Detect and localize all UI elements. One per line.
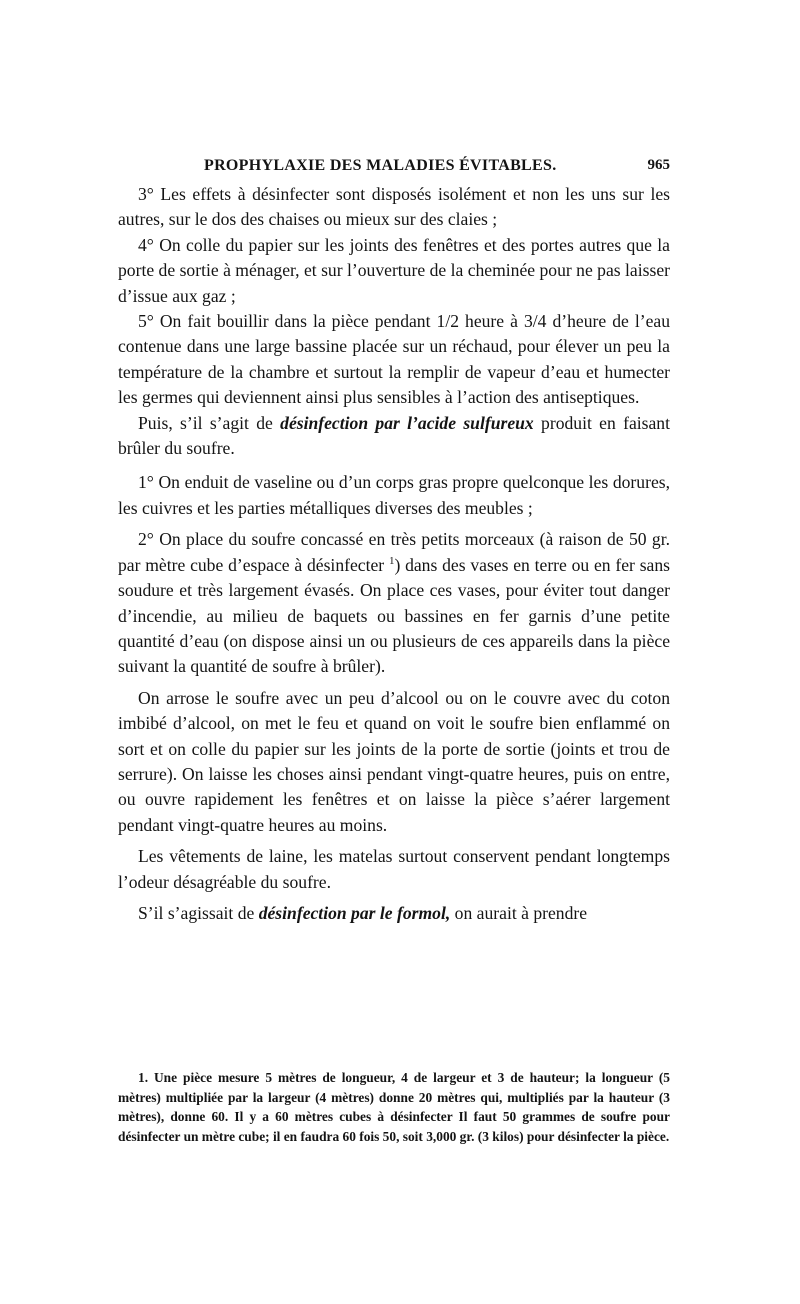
footnote-ref: 1 bbox=[388, 554, 395, 567]
paragraph-step-3: 3° Les effets à désinfecter sont disposés isolément et non les uns sur les autres, sur le dos des chaises ou mieux sur des claies ; bbox=[118, 184, 670, 230]
text-run: produit en faisant brûler du soufre. bbox=[118, 412, 670, 459]
footnote-text: 1. Une pièce mesure 5 mètres de longueur, 4 de largeur et 3 de hauteur; la longueur (5 mètres) multipliée par la largeur (4 mètres) donne 20 mètres qui, multipliés par la hauteur (3 mètres), donne 60. Il y a 60 mètres cubes à désinfecter Il faut 50 grammes de soufre pour désinfecter un mètre cube; il en faudra 60 fois 50, soit 3,000 gr. (3 kilos) pour désinfecter la pièce. bbox=[118, 1070, 670, 1145]
text-run: Puis, s’il s’agit de bbox=[138, 412, 281, 433]
paragraph-sulfur-step-1: 1° On enduit de vaseline ou d’un corps gras propre quelconque les dorures, les cuivres et les parties métalliques diverses des meubles ; bbox=[118, 472, 670, 518]
footnote bbox=[118, 1068, 670, 1147]
paragraph-formol bbox=[118, 901, 670, 926]
paragraph-step-5: 5° On fait bouillir dans la pièce pendant 1/2 heure à 3/4 d’heure de l’eau contenue dans une large bassine placée sur un réchaud, pour élever un peu la température de la chambre et surtout la remplir de vapeur d’eau et humecter les germes qui deviennent ainsi plus sensibles à l’action des antiseptiques. bbox=[118, 311, 670, 408]
paragraph-burning: On arrose le soufre avec un peu d’alcool ou on le couvre avec du coton imbibé d’alcool, on met le feu et quand on voit le soufre bien enflammé on sort et on colle du papier sur les joints de la porte de sortie (joints et trou de serrure). On laisse les choses ainsi pendant vingt-quatre heures, puis on entre, ou ouvre rapidement les fenêtres et on laisse la pièce s’aérer largement pendant vingt-quatre heures au moins. bbox=[118, 687, 670, 835]
running-head bbox=[118, 157, 670, 181]
body-text bbox=[118, 182, 670, 926]
paragraph-step-4: 4° On colle du papier sur les joints des fenêtres et des portes autres que la porte de sortie à ménager, et sur l’ouverture de la cheminée pour ne pas laisser d’issue aux gaz ; bbox=[118, 234, 670, 306]
paragraph-sulfur-intro bbox=[118, 411, 670, 462]
text-run: 2° On place du soufre concassé en très petits morceaux (à raison de 50 gr. par mètre cube d’espace à désinfecter bbox=[118, 529, 670, 575]
text-run: on aurait à prendre bbox=[450, 902, 588, 923]
text-run: S’il s’agissait de bbox=[138, 902, 259, 923]
emphasis-formol: désinfection par le formol, bbox=[258, 902, 451, 923]
paragraph-sulfur-step-2 bbox=[118, 527, 670, 679]
emphasis-sulfur: désinfection par l’acide sulfureux bbox=[280, 412, 534, 433]
page-number: 965 bbox=[647, 157, 670, 173]
paragraph-clothing: Les vêtements de laine, les matelas surtout conservent pendant longtemps l’odeur désagréable du soufre. bbox=[118, 846, 670, 892]
running-title: PROPHYLAXIE DES MALADIES ÉVITABLES. bbox=[204, 157, 557, 174]
text-run: ) dans des vases en terre ou en fer sans soudure et très largement évasés. On place ces vases, pour éviter tout danger d’incendie, au milieu de baquets ou bassines en fer garnis d’une petite quantité d’eau (on dispose ainsi un ou plusieurs de ces appareils dans la pièce suivant la quantité de soufre à brûler). bbox=[118, 554, 670, 677]
